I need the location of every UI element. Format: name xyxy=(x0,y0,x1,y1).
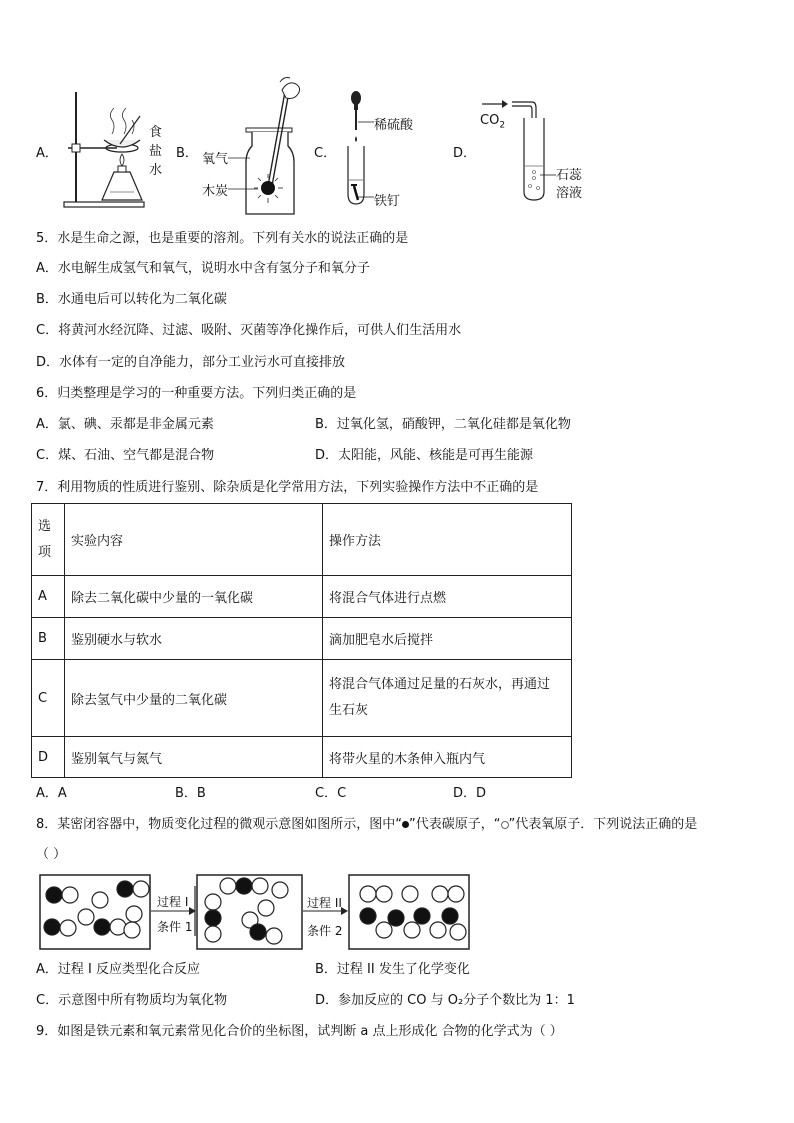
q8-stem-part-1: 8．某密闭容器中，物质变化过程的微观示意图如图所示，图中“ xyxy=(36,817,403,832)
q7-header-content: 实验内容 xyxy=(65,504,323,576)
q7-answer-b: B．B xyxy=(175,786,206,801)
litmus-label-2: 溶液 xyxy=(556,186,583,201)
option-d-letter: D． xyxy=(453,146,477,161)
q5-option-a: A．水电解生成氢气和氧气，说明水中含有氢分子和氧分子 xyxy=(36,261,370,276)
q7-row-c-method xyxy=(323,660,572,737)
q6-option-d: D．太阳能，风能、核能是可再生能源 xyxy=(315,448,534,463)
salt-water-label-char-2: 盐 xyxy=(149,144,163,159)
q7-row-c-method-1: 将混合气体通过足量的石灰水，再通过 xyxy=(329,677,551,692)
charcoal-label: 木炭 xyxy=(202,184,229,199)
q7-row-b-content: 鉴别硬水与软水 xyxy=(65,618,323,660)
q9-stem: 9．如图是铁元素和氧元素常见化合价的坐标图，试判断 a 点上形成化 合物的化学式为（ ） xyxy=(36,1024,563,1039)
process-1-label: 过程 I xyxy=(157,895,189,909)
q8-stem-part-2: ”代表碳原子，“ xyxy=(409,817,501,832)
q5-stem: 5．水是生命之源，也是重要的溶剂。下列有关水的说法正确的是 xyxy=(36,231,409,246)
q6-option-b: B．过氧化氢，硝酸钾，二氧化硅都是氧化物 xyxy=(315,417,571,432)
q7-row-a-option: A xyxy=(32,576,65,618)
q7-row-a-content: 除去二氧化碳中少量的一氧化碳 xyxy=(65,576,323,618)
q8-stem xyxy=(36,816,697,834)
carbon-atom-icon xyxy=(402,821,409,828)
condition-2-label: 条件 2 xyxy=(307,924,343,938)
co2-subscript: 2 xyxy=(499,120,506,131)
table-row xyxy=(32,737,572,778)
salt-water-label-char-1: 食 xyxy=(149,125,163,140)
q7-answer-d: D．D xyxy=(453,786,487,801)
q8-option-c: C．示意图中所有物质均为氧化物 xyxy=(36,993,228,1008)
q8-option-b: B．过程 II 发生了化学变化 xyxy=(315,962,470,977)
option-a-letter: A． xyxy=(36,146,58,161)
q7-row-d-content: 鉴别氧气与氮气 xyxy=(65,737,323,778)
c-callout-lines xyxy=(356,118,376,202)
q7-header-option-1: 选 xyxy=(38,518,52,534)
q6-option-a: A．氯、碘、汞都是非金属元素 xyxy=(36,417,214,432)
q7-answer-a: A．A xyxy=(36,786,67,801)
salt-water-label-char-3: 水 xyxy=(149,163,163,178)
co2-text: CO xyxy=(480,113,500,128)
q7-row-c-option: C xyxy=(32,660,65,737)
q6-stem: 6．归类整理是学习的一种重要方法。下列归类正确的是 xyxy=(36,386,357,401)
process-2-label: 过程 II xyxy=(307,896,342,910)
q8-paren: （ ） xyxy=(36,847,67,862)
q8-micro-diagram xyxy=(38,872,474,952)
table-row xyxy=(32,660,572,737)
q7-table xyxy=(31,503,572,778)
q7-header-option-2: 项 xyxy=(38,544,52,560)
q8-option-a: A．过程 I 反应类型化合反应 xyxy=(36,962,200,977)
callout-lines xyxy=(228,154,258,194)
q7-header-method: 操作方法 xyxy=(323,504,572,576)
q8-option-d: D．参加反应的 CO 与 O₂分子个数比为 1：1 xyxy=(315,993,575,1008)
co2-label xyxy=(480,113,505,131)
dilute-sulfuric-acid-label: 稀硫酸 xyxy=(374,118,414,133)
q7-header-row xyxy=(32,504,572,576)
q6-option-c: C．煤、石油、空气都是混合物 xyxy=(36,448,215,463)
option-c-letter: C． xyxy=(314,146,337,161)
q7-row-b-method: 滴加肥皂水后搅拌 xyxy=(323,618,572,660)
q7-answer-c: C．C xyxy=(315,786,347,801)
oxygen-label: 氧气 xyxy=(202,152,229,167)
charcoal-combustion-figure xyxy=(230,76,310,218)
condition-1-label: 条件 1 xyxy=(157,920,193,934)
q5-option-c: C．将黄河水经沉降、过滤、吸附、灭菌等净化操作后，可供人们生活用水 xyxy=(36,323,462,338)
q7-row-b-option: B xyxy=(32,618,65,660)
iron-nail-label: 铁钉 xyxy=(374,194,401,209)
q7-row-d-option: D xyxy=(32,737,65,778)
q7-row-c-content: 除去氢气中少量的二氧化碳 xyxy=(65,660,323,737)
option-b-letter: B． xyxy=(176,146,198,161)
oxygen-atom-icon xyxy=(501,821,509,829)
q7-header-option xyxy=(32,504,65,576)
evaporation-apparatus-figure xyxy=(62,88,147,210)
q5-option-d: D．水体有一定的自净能力，部分工业污水可直接排放 xyxy=(36,355,346,370)
litmus-label-1: 石蕊 xyxy=(556,168,583,183)
q5-option-b: B．水通电后可以转化为二氧化碳 xyxy=(36,292,227,307)
q8-stem-part-3: ”代表氧原子．下列说法正确的是 xyxy=(508,817,698,832)
table-row xyxy=(32,618,572,660)
q7-row-c-method-2: 生石灰 xyxy=(329,703,369,718)
q7-row-d-method: 将带火星的木条伸入瓶内气 xyxy=(323,737,572,778)
d-callout-line xyxy=(540,172,556,178)
q7-stem: 7．利用物质的性质进行鉴别、除杂质是化学常用方法，下列实验操作方法中不正确的是 xyxy=(36,480,539,495)
table-row xyxy=(32,576,572,618)
q7-row-a-method: 将混合气体进行点燃 xyxy=(323,576,572,618)
